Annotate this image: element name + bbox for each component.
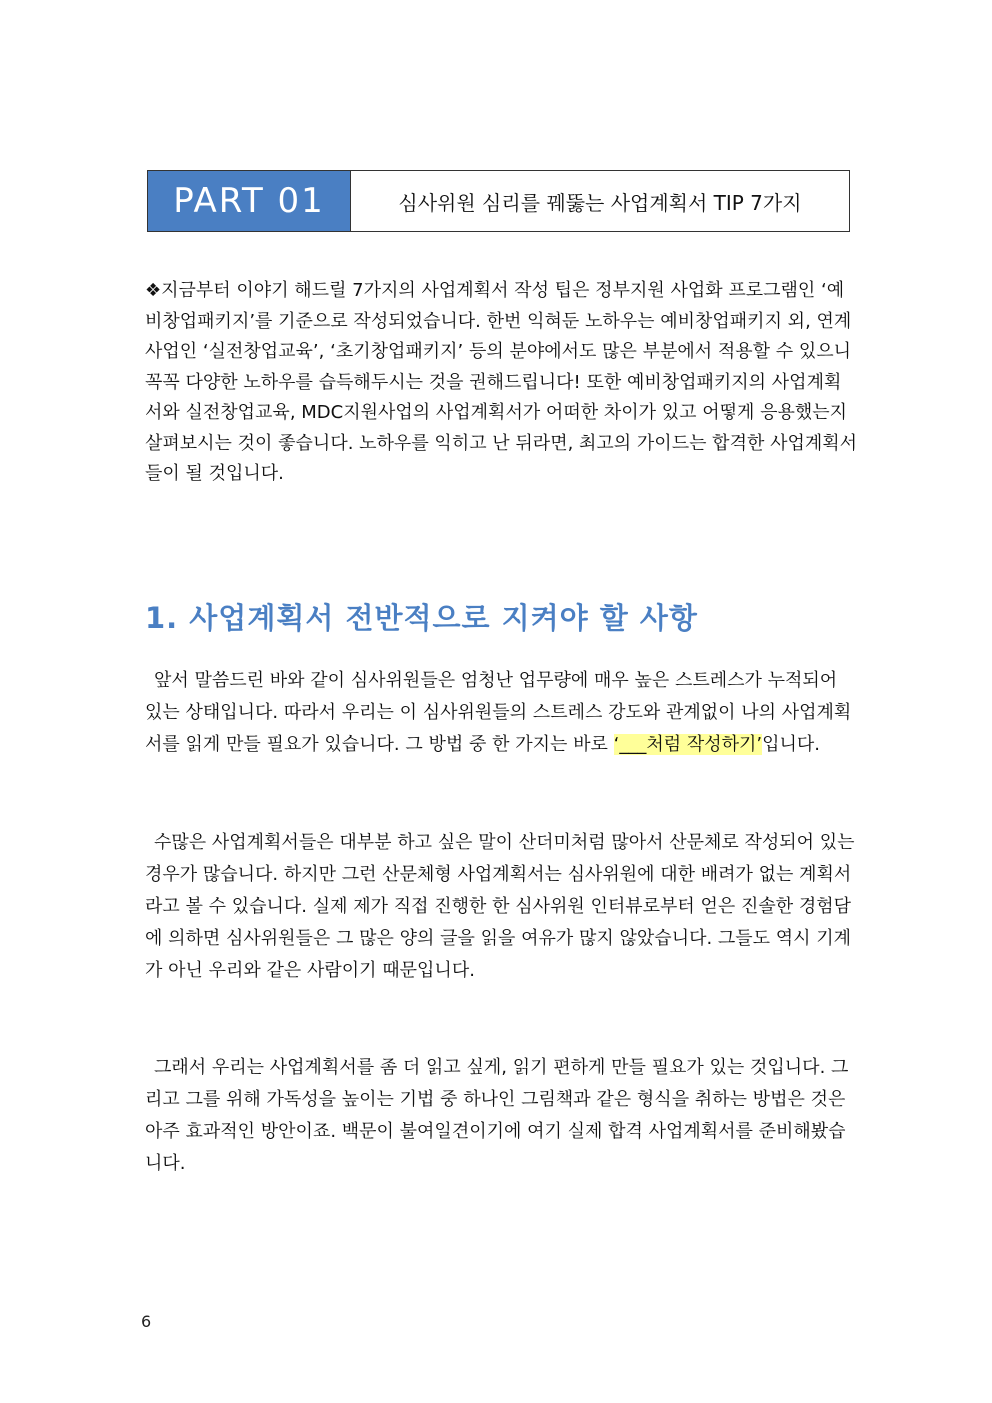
paragraph-2: 수많은 사업계획서들은 대부분 하고 싶은 말이 산더미처럼 많아서 산문체로 작성되어 있는 경우가 많습니다. 하지만 그런 산문체형 사업계획서는 심사위원에 대한 배려가 없는 계획서라고 볼 수 있습니다. 실제 제가 직접 진행한 한 심사위원 인터뷰로부터 얻은 진솔한 경험담에 의하면 심사위원들은 그 많은 양의 글을 읽을 여유가 많지 않았습니다. 그들도 역시 기계가 아닌 우리와 같은 사람이기 때문입니다.	[145, 832, 855, 981]
part-title: 심사위원 심리를 꿰뚫는 사업계획서 TIP 7가지	[398, 190, 802, 215]
bullet-icon: ❖	[145, 280, 162, 301]
part-header	[147, 170, 850, 232]
paragraph-1	[145, 665, 857, 761]
intro-text: 지금부터 이야기 해드릴 7가지의 사업계획서 작성 팁은 정부지원 사업화 프로그램인 ‘예비창업패키지’를 기준으로 작성되었습니다. 한번 익혀둔 노하우는 예비창업패키지 외, 연계 사업인 ‘실전창업교육’, ‘초기창업패키지’ 등의 분야에서도 많은 부분에서 적용할 수 있으니 꼭꼭 다양한 노하우를 습득해두시는 것을 권해드립니다! 또한 예비창업패키지의 사업계획서와 실전창업교육, MDC지원사업의 사업계획서가 어떠한 차이가 있고 어떻게 응용했는지 살펴보시는 것이 좋습니다. 노하우를 익히고 난 뒤라면, 최고의 가이드는 합격한 사업계획서들이 될 것입니다.	[145, 280, 858, 484]
highlighted-phrase: ‘___처럼 작성하기’	[613, 734, 763, 755]
paragraph-1-text: 앞서 말씀드린 바와 같이 심사위원들은 엄청난 업무량에 매우 높은 스트레스가 누적되어 있는 상태입니다. 따라서 우리는 이 심사위원들의 스트레스 강도와 관계없이 나의 사업계획서를 읽게 만들 필요가 있습니다. 그 방법 중 한 가지는 바로	[145, 670, 852, 755]
paragraph-1-ending: 입니다.	[762, 734, 820, 755]
intro-paragraph	[145, 276, 857, 490]
part-label: PART 01	[148, 171, 351, 231]
paragraph-3: 그래서 우리는 사업계획서를 좀 더 읽고 싶게, 읽기 편하게 만들 필요가 있는 것입니다. 그리고 그를 위해 가독성을 높이는 기법 중 하나인 그림책과 같은 형식을 취하는 방법은 것은 아주 효과적인 방안이죠. 백문이 불여일견이기에 여기 실제 합격 사업계획서를 준비해봤습니다.	[145, 1057, 849, 1174]
section-heading: 1. 사업계획서 전반적으로 지켜야 할 사항	[145, 601, 698, 635]
page-number: 6	[141, 1312, 152, 1331]
